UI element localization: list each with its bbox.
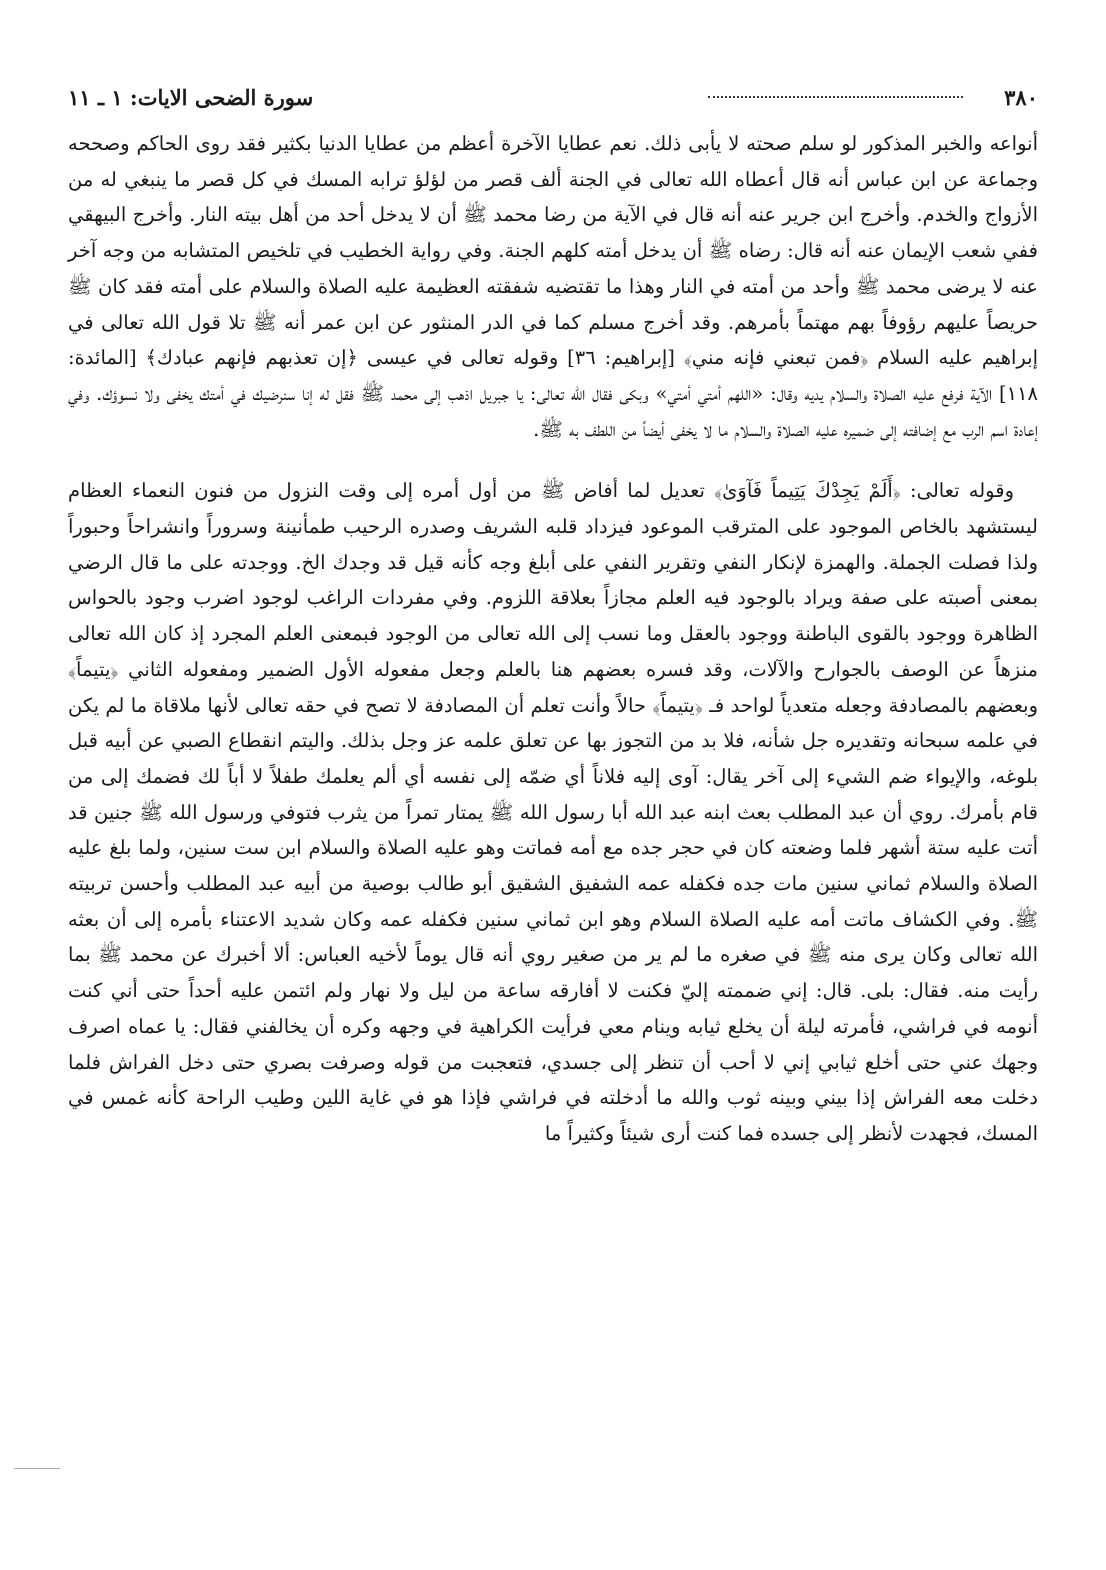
book-page — [68, 78, 1038, 1538]
running-head — [68, 78, 1038, 118]
page-number: ٣٨٠ — [1004, 85, 1038, 110]
body-paragraph-2: وقوله تعالى: ﴿أَلَمْ يَجِدْكَ يَتِيماً فَآوَىٰ﴾ تعديل لما أفاض ﷺ من أول أمره إلى وقت النزول من فنون النعماء العظام ليستشهد بالخاص الموجود على المترقب الموعود فيزداد قلبه الشريف وصدره الرحيب طمأنينة وسروراً وانشراحاً وحبوراً ولذا فصلت الجملة. والهمزة لإنكار النفي وتقرير النفي على أبلغ وجه كأنه قيل قد وجدك الخ. ووجدته على ما قال الرضي بمعنى أصبته على صفة ويراد بالوجود فيه العلم مجازاً بعلاقة اللزوم. وفي مفردات الراغب لوجود اضرب وجود بالحواس الظاهرة ووجود بالقوى الباطنة ووجود بالعقل وما نسب إلى الله تعالى من الوجود فبمعنى العلم المجرد إذ كان الله تعالى منزهاً عن الوصف بالجوارح والآلات، وقد فسره بعضهم هنا بالعلم وجعل مفعوله الأول الضمير ومفعوله الثاني ﴿يتيماً﴾ وبعضهم بالمصادفة وجعله متعدياً لواحد فـ ﴿يتيماً﴾ حالاً وأنت تعلم أن المصادفة لا تصح في حقه تعالى لأنها ملاقاة ما لم يكن في علمه سبحانه وتقديره جل شأنه، فلا بد من التجوز بها عن تعلق علمه عز وجل بذلك. واليتم انقطاع الصبي عن أبيه قبل بلوغه، والإيواء ضم الشيء إلى آخر يقال: آوى إليه فلاناً أي ضمّه إلى نفسه أي ألم يعلمك طفلاً لا أباً لك فضمك إلى من قام بأمرك. روي أن عبد المطلب بعث ابنه عبد الله أبا رسول الله ﷺ يمتار تمراً من يثرب فتوفي ورسول الله ﷺ جنين قد أتت عليه ستة أشهر فلما وضعته كان في حجر جده مع أمه فماتت وهو عليه الصلاة والسلام ابن ست سنين، ولما بلغ عليه الصلاة والسلام ثماني سنين مات جده فكفله عمه الشفيق الشقيق أبو طالب بوصية من أبيه عبد المطلب وأحسن تربيته ﷺ. وفي الكشاف ماتت أمه عليه الصلاة السلام وهو ابن ثماني سنين فكفله عمه وكان شديد الاعتناء بأمره إلى أن بعثه الله تعالى وكان يرى منه ﷺ في صغره ما لم ير من صغير روي أنه قال يوماً لأخيه العباس: ألا أخبرك عن محمد ﷺ بما رأيت منه. فقال: بلى. قال: إني ضممته إليّ فكنت لا أفارقه ساعة من ليل ولا نهار ولم ائتمن عليه أحداً حتى أني كنت أنومه في فراشي، فأمرته ليلة أن يخلع ثيابه وينام معي فرأيت الكراهية في وجهه وكره أن يخالفني فقال: يا عماه اصرف وجهك عني حتى أخلع ثيابي إني لا أحب أن تنظر إلى جسدي، فتعجبت من قوله وصرفت بصري حتى دخل الفراش فلما دخلت معه الفراش إذا بيني وبينه ثوب والله ما أدخلته في فراشي فإذا هو في غاية اللين وطيب الراحة كأنه غمس في المسك، فجهدت لأنظر إلى جسده فما كنت أرى شيئاً وكثيراً ما — [68, 479, 1039, 1145]
surah-title: سورة الضحى الايات: ١ ـ ١١ — [68, 85, 314, 110]
dotted-leader — [708, 96, 963, 98]
body-paragraph-1: أنواعه والخبر المذكور لو سلم صحته لا يأبى ذلك. نعم عطايا الآخرة أعظم من عطايا الدنيا بكثير فقد روى الحاكم وصححه وجماعة عن ابن عباس أنه قال أعطاه الله تعالى في الجنة ألف قصر من لؤلؤ ترابه المسك في كل قصر ما ينبغي له من الأزواج والخدم. وأخرج ابن جرير عنه أنه قال في الآية من رضا محمد ﷺ أن لا يدخل أحد من أهل بيته النار. وأخرج البيهقي ففي شعب الإيمان عنه أنه قال: رضاه ﷺ أن يدخل أمته كلهم الجنة. وفي رواية الخطيب في تلخيص المتشابه من وجه آخر عنه لا يرضى محمد ﷺ وأحد من أمته في النار وهذا ما تقتضيه شفقته العظيمة عليه الصلاة والسلام على أمته فقد كان ﷺ حريصاً عليهم رؤوفاً بهم مهتماً بأمرهم. وقد أخرج مسلم كما في الدر المنثور عن ابن عمر أنه ﷺ تلا قول الله تعالى في إبراهيم عليه السلام ﴿فمن تبعني فإنه مني﴾ [إبراهيم: ٣٦] وقوله تعالى في عيسى ﴿إن تعذبهم فإنهم عبادك﴾ [المائدة: ١١٨] الآية فرفع عليه الصلاة والسلام يديه وقال: «اللهم أمتي أمتي» وبكى فقال الله تعالى: يا جبريل اذهب إلى محمد ﷺ فقل له إنا سنرضيك في أمتك يخفى ولا نسوؤك. وفي إعادة اسم الرب مع إضافته إلى ضميره عليه الصلاة والسلام ما لا يخفى أيضاً من اللطف به ﷺ. — [68, 132, 1038, 441]
margin-line — [14, 1468, 60, 1469]
